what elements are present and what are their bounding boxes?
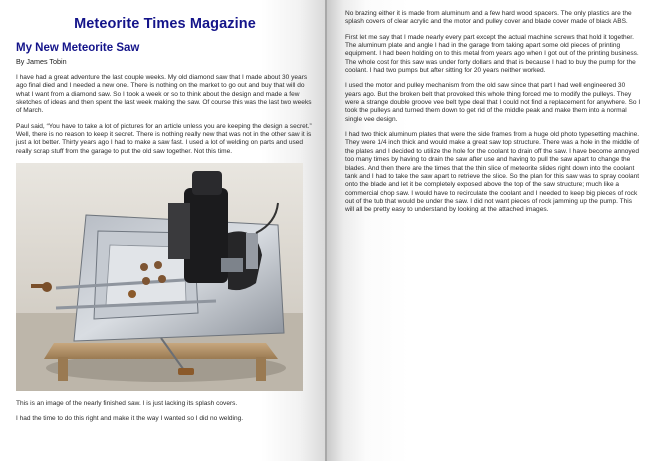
paragraph: I used the motor and pulley mechanism from the old saw since that part I had well engineered 30 years ago. But the broken belt that provoked this whole thing forced me to modify the pulleys. They were a strange double groove vee belt type deal that I could not find a replacement for anywhere. So I took the pulleys and turned them down to get rid of the middle peak and make them into a normal single vee design. bbox=[345, 82, 641, 123]
photo-caption: This is an image of the nearly finished saw. I is just lacking its splash covers. bbox=[16, 400, 238, 408]
paragraph: I had two thick aluminum plates that were the side frames from a huge old photo typesetting machine. They were 1/4 inch thick and would make a great saw top structure. There was a hole in the middle of the plates and I decided to utilize the hole for the coolant to drain off the saw. I have become annoyed too many times by having to drain the saw after use and having to pull the saw apart to change the blades. And then there are the times that the thin slice of meteorite slides right down into the coolant tank and I had to take the saw apart to retrieve the slice. So the plan for this saw was to spray coolant onto the blade and let it be completely exposed above the top of the saw structure; much like a commercial chop saw. I would have to recirculate the coolant and I needed to keep big pieces of rock out of the tub that would be under the saw. I did not want pieces of rock jamming up the pump. This will all be pretty easy to understand by looking at the attached images. bbox=[345, 131, 640, 214]
byline: By James Tobin bbox=[16, 57, 67, 66]
paragraph: First let me say that I made nearly every part except the actual machine screws that hold it together. The aluminum plate and angle I had in the garage from taking apart some old pieces of printing equipment. I had been holding on to this metal from years ago when I got out of the printing business. The whole cost for this saw was under forty dollars and that is because I had to buy the pump for the coolant. I had two pumps but after sitting for 20 years neither worked. bbox=[345, 33, 639, 75]
crank-handle bbox=[178, 368, 194, 375]
paragraph: I had the time to do this right and make it the way I wanted so I did no welding. bbox=[16, 415, 244, 423]
paragraph: Paul said, “You have to take a lot of pictures for an article unless you are keeping the design a secret.” Well, there is no reason to keep it secret. There is nothing really new that was not in the other saw it is just a lot better. Thirty years ago I had to make a saw fast. I used a lot of welding on parts and used really scrap stuff from the garage to put the old saw together. Not this time. bbox=[16, 122, 312, 155]
paragraph: I have had a great adventure the last couple weeks. My old diamond saw that I made about 30 years ago final died and I needed a new one. There is nothing on the market to go out and buy that will do what I want from a diamond saw. So I took a week or so to think about the design and made a few sketches of ideas and then spent the last week making the saw. Of course this was the last two weeks of March. bbox=[16, 74, 312, 115]
left-page bbox=[0, 0, 326, 461]
magazine-title: Meteorite Times Magazine bbox=[74, 16, 256, 32]
saw-photo bbox=[16, 163, 303, 391]
article-title: My New Meteorite Saw bbox=[16, 42, 140, 54]
wood-base bbox=[44, 343, 278, 359]
paragraph: No brazing either it is made from aluminum and a few hard wood spacers. The only plastics are the splash covers of clear acrylic and the motor and pulley cover and blade cover made of black ABS. bbox=[345, 10, 632, 26]
right-page bbox=[327, 0, 653, 461]
